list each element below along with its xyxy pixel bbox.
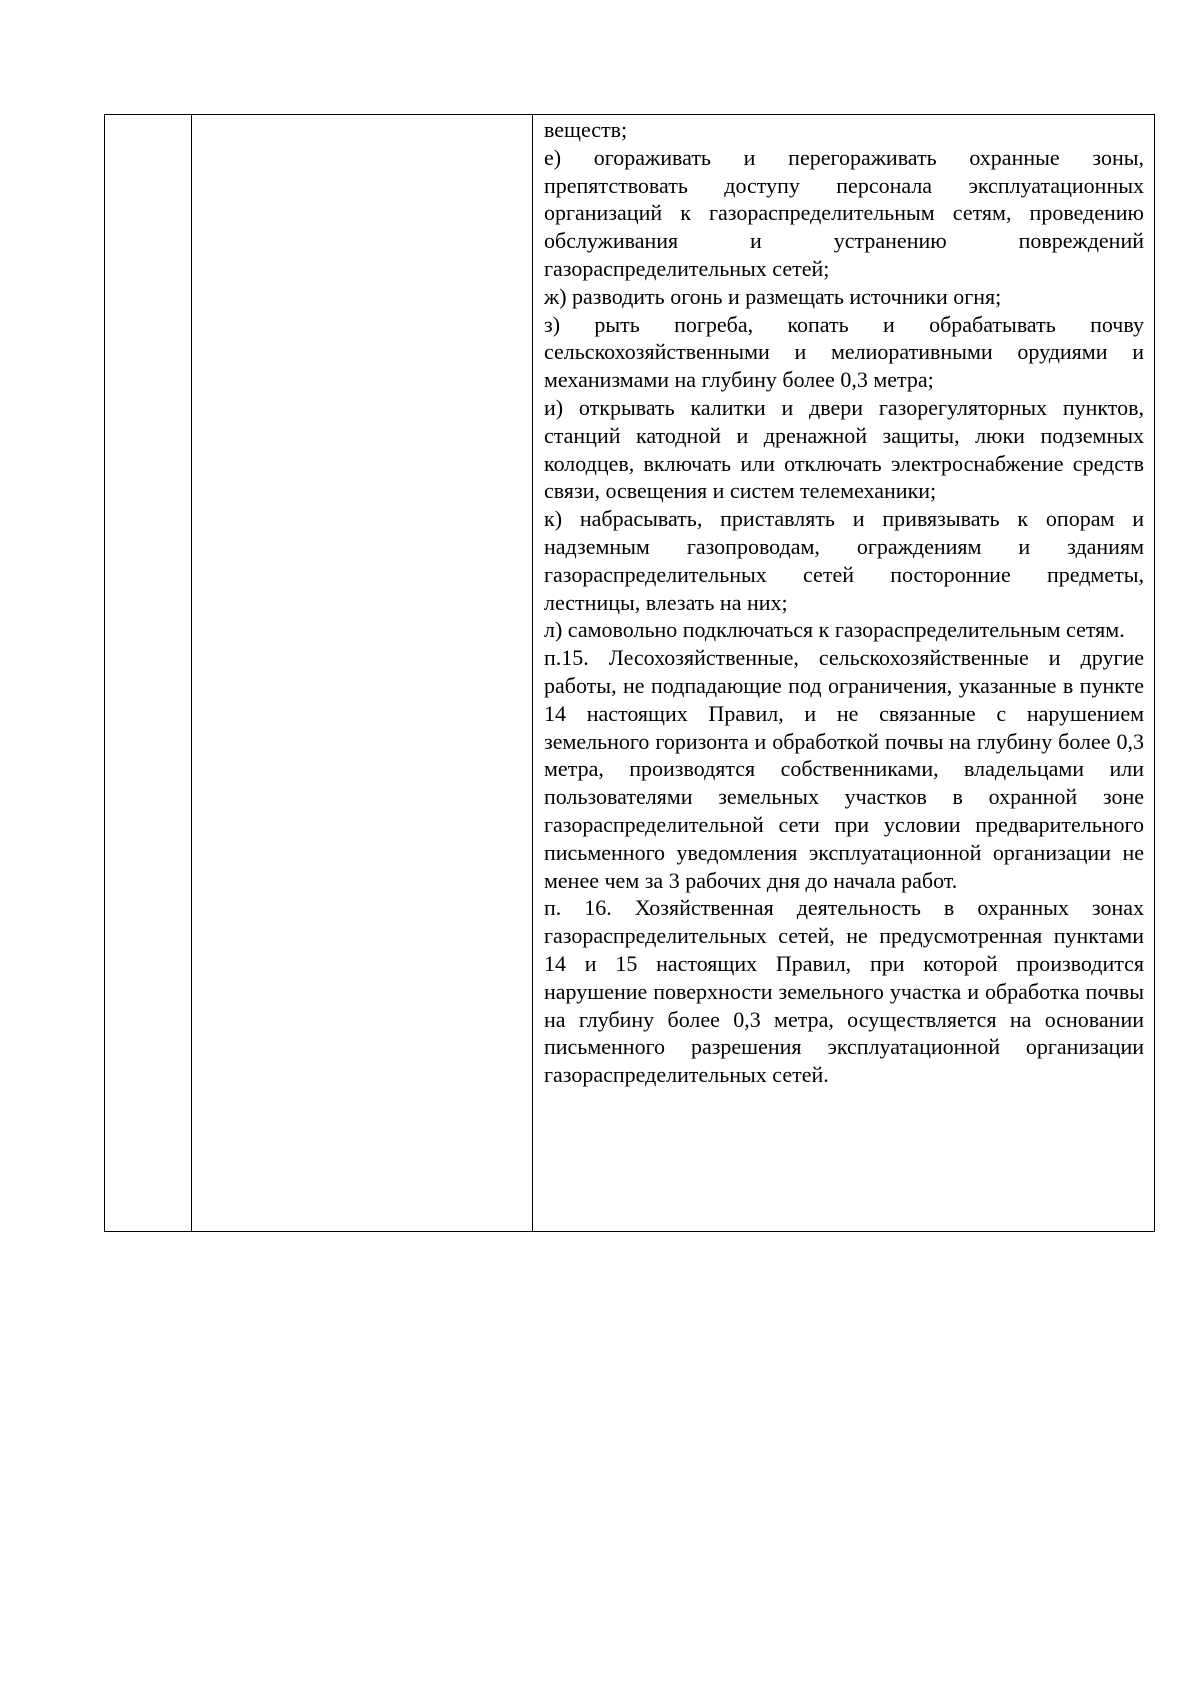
table-cell-number [105, 115, 192, 1232]
restrictions-text [533, 115, 1154, 1089]
paragraph: з) рыть погреба, копать и обрабатывать почву сельскохозяйственными и мелиоративными орудиями и механизмами на глубину более 0,3 метра; [544, 311, 1144, 393]
table-row [105, 115, 1155, 1232]
paragraph: к) набрасывать, приставлять и привязывать к опорам и надземным газопроводам, ограждениям и зданиям газораспределительных сетей посторонние предметы, лестницы, влезать на них; [544, 506, 1144, 615]
paragraph: е) огораживать и перегораживать охранные зоны, препятствовать доступу персонала эксплуатационных организаций к газораспределительным сетям, проведению обслуживания и устранению повреждений газораспределительных сетей; [544, 144, 1144, 281]
table-cell-restrictions [533, 115, 1155, 1232]
paragraph: веществ; [544, 117, 628, 142]
paragraph: и) открывать калитки и двери газорегуляторных пунктов, станций катодной и дренажной защиты, люки подземных колодцев, включать или отключать электроснабжение средств связи, освещения и систем телемеханики; [544, 394, 1144, 504]
paragraph: п. 16. Хозяйственная деятельность в охранных зонах газораспределительных сетей, не предусмотренная пунктами 14 и 15 настоящих Правил, при которой производится нарушение поверхности земельного участка и обработка почвы на глубину более 0,3 метра, осуществляется на основании письменного разрешения эксплуатационной организации газораспределительных сетей. [544, 895, 1144, 1088]
table-cell-name [192, 115, 533, 1232]
paragraph: ж) разводить огонь и размещать источники огня; [544, 283, 1002, 309]
paragraph: п.15. Лесохозяйственные, сельскохозяйственные и другие работы, не подпадающие под ограничения, указанные в пункте 14 настоящих Правил, и не связанные с нарушением земельного горизонта и обработкой почвы на глубину более 0,3 метра, производятся собственниками, владельцами или пользователями земельных участков в охранной зоне газораспределительной сети при условии предварительного письменного уведомления эксплуатационной организации не менее чем за 3 рабочих дня до начала работ. [544, 645, 1144, 893]
document-table [104, 114, 1155, 1232]
paragraph: л) самовольно подключаться к газораспределительным сетям. [544, 617, 1125, 643]
